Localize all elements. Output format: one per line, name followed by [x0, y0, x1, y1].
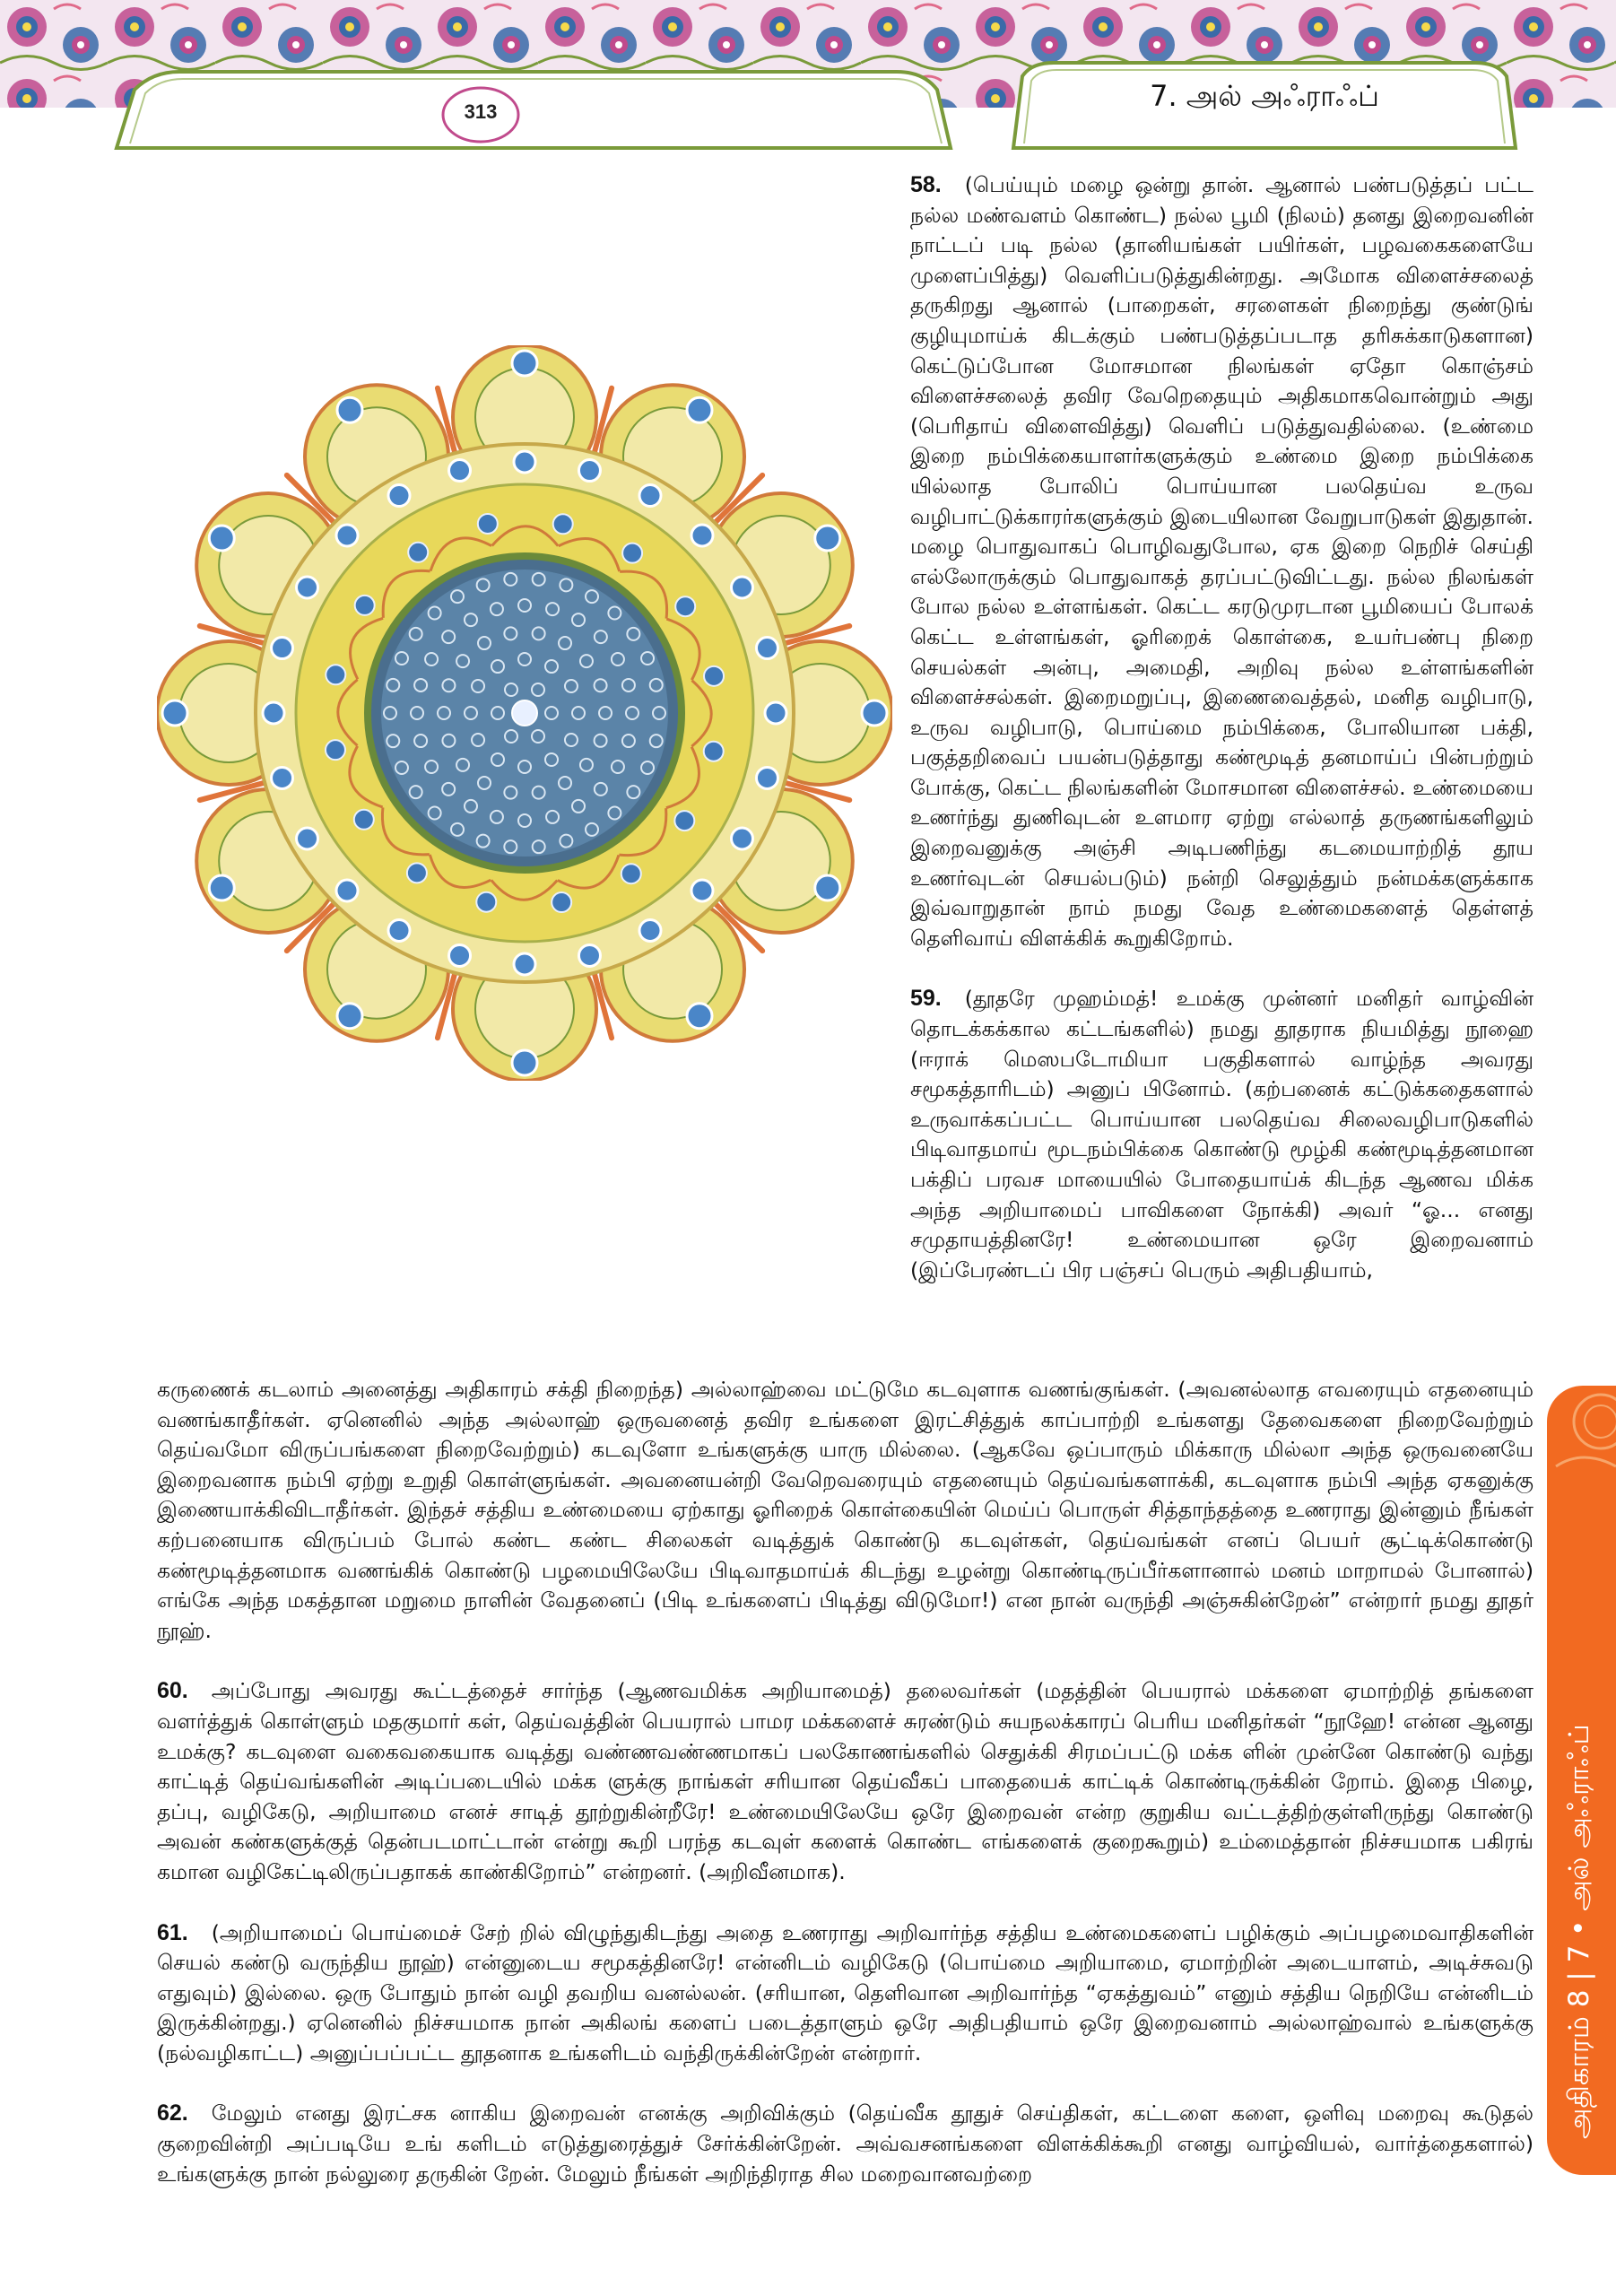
- medallion-ring-dot: [407, 863, 427, 883]
- medallion-ring-dot: [691, 525, 713, 546]
- verse-block: [910, 170, 1533, 1285]
- medallion-ring-dot: [514, 451, 535, 473]
- chapter-title: 7. அல் அஃராஃப்: [1150, 79, 1379, 113]
- verse-number: 61.: [157, 1919, 188, 1945]
- verse-text: (பெய்யும் மழை ஒன்று தான். ஆனால் பண்படுத்தப் பட்ட நல்ல மண்வளம் கொண்ட) நல்ல பூமி (நிலம்) தனது இறைவனின் நாட்டப் படி நல்ல (தானியங்கள் பயிர்கள், பழவகைகளையே முளைப்பித்து) வெளிப்படுத்துகின்றது. அமோக விளைச்சலைத் தருகிறது ஆனால் (பாறைகள், சரளைகள் நிறைந்து குண்டுங் குழியுமாய்க் கிடக்கும் பண்படுத்தப்படாத தரிசுக்காடுகளான) கெட்டுப்போன மோசமான நிலங்கள் ஏதோ கொஞ்சம் விளைச்சலைத் தவிர வேறெதையும் அதிகமாகவொன்றும் அது (பெரிதாய் விளைவித்து) வெளிப் படுத்துவதில்லை. (உண்மை இறை நம்பிக்கையாளர்களுக்கும் உண்மை இறை நம்பிக்கை யில்லாத போலிப் பொய்யான பலதெய்வ உருவ வழிபாட்டுக்காரர்களுக்கும் இடையிலான வேறுபாடுகள் இதுதான். மழை பொதுவாகப் பொழிவதுபோல, ஏக இறை நெறிச் செய்தி எல்லோருக்கும் பொதுவாகத் தரப்பட்டுவிட்டது. நல்ல நிலங்கள் போல நல்ல உள்ளங்கள். கெட்ட கரடுமுரடான பூமியைப் போலக் கெட்ட உள்ளங்கள், ஓரிறைக் கொள்கை, உயர்பண்பு நிறை செயல்கள் அன்பு, அமைதி, அறிவு நல்ல உள்ளங்களின் விளைச்சல்கள். இறைமறுப்பு, இணைவைத்தல், மனித வழிபாடு, உருவ வழிபாடு, பொய்மை நம்பிக்கை, போலியான பக்தி, பகுத்தறிவைப் பயன்படுத்தாது கண்மூடித் தனமாய்ப் பின்பற்றும் போக்கு, கெட்ட நிலங்களின் மோசமான விளைச்சல். உண்மையை உணர்ந்து துணிவுடன் உளமார ஏற்று எல்லாத் தருணங்களிலும் இறைவனுக்கு அஞ்சி அடிபணிந்து கடமையாற்றித் தூய உணர்வுடன் செயல்படும்) நன்றி செலுத்தும் நன்மக்களுக்காக இவ்வாறுதான் நாம் நமது வேத உண்மைகளைத் தெள்ளத் தெளிவாய் விளக்கிக் கூறுகிறோம்.: [910, 172, 1533, 951]
- verse-62: [157, 2099, 1533, 2189]
- medallion-ring-dot: [621, 864, 641, 883]
- verse-59-start: [910, 984, 1533, 1285]
- verse-58: [910, 170, 1533, 953]
- medallion-ring-dot: [639, 919, 661, 941]
- medallion-ring-dot: [326, 665, 345, 684]
- verse-60: [157, 1676, 1533, 1887]
- side-tab-label: அதிகாரம் 8 | 7 • அல் அஃராஃப்: [1563, 1724, 1595, 2139]
- verse-number: 60.: [157, 1678, 188, 1704]
- medallion-ring-dot: [553, 514, 573, 534]
- medallion-ring-dot: [388, 919, 410, 941]
- medallion-ring-dot: [355, 596, 375, 615]
- medallion-ring-dot: [449, 944, 471, 966]
- medallion-petal-dot: [162, 700, 187, 726]
- medallion-ring-dot: [674, 811, 694, 831]
- medallion-ring-dot: [297, 577, 318, 598]
- medallion-petal-dot: [512, 351, 537, 376]
- medallion-petal-dot: [687, 397, 712, 422]
- medallion-ring-dot: [731, 828, 752, 849]
- side-tab-ornament: [1547, 1386, 1616, 1493]
- medallion-ring-dot: [449, 460, 471, 482]
- medallion-ring-dot: [514, 953, 535, 975]
- medallion-petal-dot: [337, 397, 362, 422]
- verse-61: [157, 1918, 1533, 2069]
- medallion-ring-dot: [478, 514, 498, 534]
- medallion-petal-dot: [862, 700, 887, 726]
- medallion-ring-dot: [639, 485, 661, 507]
- medallion-ring-dot: [765, 702, 786, 724]
- medallion-ring-dot: [263, 702, 284, 724]
- full-width-block: [157, 1375, 1533, 2189]
- medallion-petal-dot: [815, 526, 840, 551]
- medallion-ring-dot: [272, 638, 293, 659]
- verse-number: 62.: [157, 2100, 188, 2126]
- decorative-medallion: [157, 345, 892, 1081]
- medallion-ring-dot: [354, 810, 374, 830]
- medallion-petal-dot: [815, 875, 840, 900]
- medallion-petal-dot: [512, 1050, 537, 1075]
- medallion-ring-dot: [578, 460, 600, 482]
- verse-text: (தூதரே முஹம்மத்! உமக்கு முன்னர் மனிதர் வாழ்வின் தொடக்கக்கால கட்டங்களில்) நமது தூதராக நியமித்து நூஹை (ஈராக் மெஸபடோமியா பகுதிகளால் வாழ்ந்த அவரது சமூகத்தாரிடம்) அனுப் பினோம். (கற்பனைக் கட்டுக்கதைகளால் உருவாக்கப்பட்ட பொய்யான பலதெய்வ சிலைவழிபாடுகளில் பிடிவாதமாய் மூடநம்பிக்கை கொண்டு மூழ்கி கண்மூடித்தனமான பக்திப் பரவச மாயையில் போதையாய்க் கிடந்த ஆணவ மிக்க அந்த அறியாமைப் பாவிகளை நோக்கி) அவர் “ஓ... எனது சமுதாயத்தினரே! உண்மையான ஒரே இறைவனாம் (இப்பேரண்டப் பிர பஞ்சப் பெரும் அதிபதியாம்,: [910, 986, 1533, 1283]
- medallion-ring-dot: [408, 543, 428, 562]
- medallion-ring-dot: [272, 767, 293, 788]
- medallion-ring-dot: [297, 828, 318, 849]
- medallion-ring-dot: [476, 892, 496, 912]
- medallion-center: [512, 700, 537, 726]
- medallion-petal-dot: [687, 1004, 712, 1029]
- verse-number: 59.: [910, 986, 942, 1012]
- page-number: 313: [464, 100, 498, 123]
- medallion-ring-dot: [388, 485, 410, 507]
- medallion-ring-dot: [704, 742, 724, 761]
- medallion-petal-dot: [337, 1004, 362, 1029]
- verse-text: அப்போது அவரது கூட்டத்தைச் சார்ந்த (ஆணவமிக்க அறியாமைத்) தலைவர்கள் (மதத்தின் பெயரால் மக்களை ஏமாற்றித் தங்களை வளர்த்துக் கொள்ளும் மதகுமார் கள், தெய்வத்தின் பெயரால் பாமர மக்களைச் சுரண்டும் சுயநலக்காரப் பெரிய மனிதர்கள் “நூஹே! என்ன ஆனது உமக்கு? கடவுளை வகைவகையாக வடித்து வண்ணவண்ணமாகப் பலகோணங்களில் செதுக்கி சிரமப்பட்டு மக்க ளின் முன்னே கொண்டு வந்து காட்டித் தெய்வங்களின் அடிப்படையில் மக்க ளுக்கு நாங்கள் சரியான தெய்வீகப் பாதையைக் காட்டிக் கொண்டிருக்கின் றோம். இதை பிழை, தப்பு, வழிகேடு, அறியாமை எனச் சாடித் தூற்றுகின்றீரே! உண்மையிலேயே ஒரே இறைவன் என்ற குறுகிய வட்டத்திற்குள்ளிருந்து கொண்டு அவன் கண்களுக்குத் தென்படமாட்டான் என்று கூறி பரந்த கடவுள் களைக் கொண்ட எங்களைக் குறைகூறும்) உம்மைத்தான் நிச்சயமாக பகிரங் கமான வழிகேட்டிலிருப்பதாகக் காண்கிறோம்” என்றனர். (அறிவீனமாக).: [157, 1678, 1533, 1884]
- verse-text: (அறியாமைப் பொய்மைச் சேற் றில் விழுந்துகிடந்து அதை உணராது அறிவார்ந்த சத்திய உண்மைகளைப் பழிக்கும் அப்பழமைவாதிகளின் செயல் கண்டு வருந்திய நூஹ்) என்னுடைய சமூகத்தினரே! என்னிடம் வழிகேடு (பொய்மை அறியாமை, ஏமாற்றின் அடையாளம், அடிச்சுவடு எதுவும்) இல்லை. ஒரு போதும் நான் வழி தவறிய வனல்லன். (சரியான, தெளிவான அறிவார்ந்த “ஏகத்துவம்” எனும் சத்திய நெறியே என்னிடம் இருக்கின்றது.) ஏனெனில் நிச்சயமாக நான் அகிலங் களைப் படைத்தாளும் ஒரே அதிபதியாம் ஒரே இறைவனாம் அல்லாஹ்வால் உங்களுக்கு (நல்வழிகாட்ட) அனுப்பப்பட்ட தூதனாக உங்களிடம் வந்திருக்கின்றேன் என்றார்.: [157, 1919, 1533, 2066]
- medallion-petal-dot: [209, 875, 234, 900]
- verse-number: 58.: [910, 172, 942, 197]
- chapter-side-tab: [1547, 1386, 1616, 2175]
- medallion-ring-dot: [731, 577, 752, 598]
- medallion-graphic: [157, 345, 892, 1081]
- medallion-ring-dot: [578, 944, 600, 966]
- medallion-ring-dot: [622, 544, 642, 563]
- verse-text: மேலும் எனது இரட்சக னாகிய இறைவன் எனக்கு அறிவிக்கும் (தெய்வீக தூதுச் செய்திகள், கட்டளை களை, ஒளிவு மறைவு கூடுதல் குறைவின்றி அப்படியே உங் களிடம் எடுத்துரைத்துச் சேர்க்கின்றேன். அவ்வசனங்களை விளக்கிக்கூறி எனது வாழ்வியல், வார்த்தைகளால்) உங்களுக்கு நான் நல்லுரை தருகின் றேன். மேலும் நீங்கள் அறிந்திராத சில மறைவானவற்றை: [157, 2100, 1533, 2187]
- medallion-ring-dot: [756, 767, 778, 788]
- medallion-ring-dot: [691, 880, 713, 901]
- medallion-ring-dot: [336, 880, 358, 901]
- medallion-petal-dot: [209, 526, 234, 551]
- medallion-ring-dot: [336, 525, 358, 546]
- medallion-ring-dot: [756, 638, 778, 659]
- verse-59-continued: கருணைக் கடலாம் அனைத்து அதிகாரம் சக்தி நிறைந்த) அல்லாஹ்வை மட்டுமே கடவுளாக வணங்குங்கள். (அவனல்லாத எவரையும் எதனையும் வணங்காதீர்கள். ஏனெனில் அந்த அல்லாஹ் ஒருவனைத் தவிர உங்களை இரட்சித்துக் காப்பாற்றி உங்களது தேவைகளை நிறைவேற்றும் தெய்வமோ விருப்பங்களை நிறைவேற்றும்) கடவுளோ உங்களுக்கு யாரு மில்லை. (ஆகவே ஒப்பாரும் மிக்காரு மில்லா அந்த ஒருவனையே இறைவனாக நம்பி ஏற்று உறுதி கொள்ளுங்கள். அவனையன்றி வேறெவரையும் எதனையும் தெய்வங்களாக்கி, கடவுளாக நம்பி அந்த ஏகனுக்கு இணையாக்கிவிடாதீர்கள். இந்தச் சத்திய உண்மையை ஏற்காது ஓரிறைக் கொள்கையின் மெய்ப் பொருள் சித்தாந்தத்தை உணராது இன்னும் நீங்கள் கற்பனையாக விருப்பம் போல் கண்ட கண்ட சிலைகள் வடித்துக் கொண்டு கடவுள்கள், தெய்வங்கள் எனப் பெயர் சூட்டிக்கொண்டு கண்மூடித்தனமாக வணங்கிக் கொண்டு பழமையிலேயே பிடிவாதமாய்க் கிடந்து உழன்று கொண்டிருப்பீர்களானால் மனம் மாறாமல் போனால்) எங்கே அந்த மகத்தான மறுமை நாளின் வேதனைப் (பிடி உங்களைப் பிடித்து விடுமோ!) என நான் வருந்தி அஞ்சுகின்றேன்” என்றார் நமது தூதர் நூஹ்.: [157, 1377, 1533, 1643]
- medallion-ring-dot: [704, 666, 724, 686]
- medallion-ring-dot: [675, 596, 695, 616]
- medallion-ring-dot: [326, 740, 345, 760]
- medallion-ring-dot: [552, 892, 571, 912]
